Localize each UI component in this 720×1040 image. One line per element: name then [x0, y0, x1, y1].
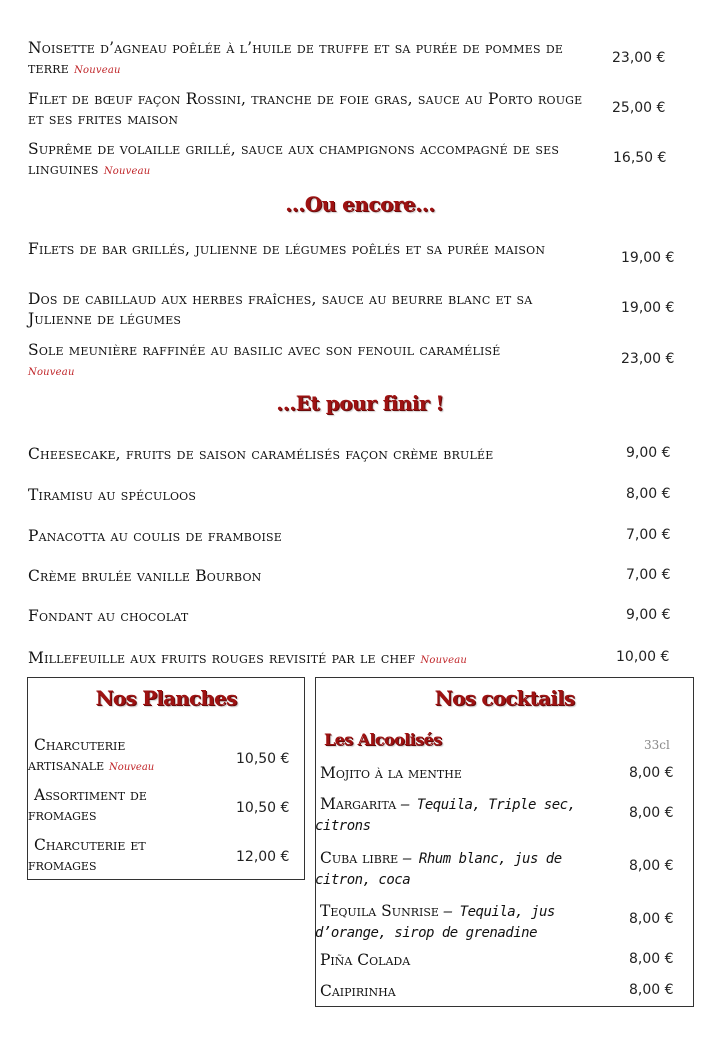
- nouveau-tag: Nouveau: [420, 655, 468, 666]
- cocktail-item: Tequila Sunrise – Tequila, jus d’orange, sirop de grenadine: [315, 902, 555, 941]
- menu-item-name: Sole meunière raffinée au basilic avec son fenouil caramélisé Nouveau: [28, 341, 501, 378]
- planche-item: Charcuterie artisanale Nouveau: [28, 736, 155, 774]
- cocktail-item: Piña Colada: [320, 951, 411, 969]
- menu-item-price: 16,50 €: [613, 150, 667, 166]
- cocktails-subtitle: Les Alcoolisés: [324, 730, 442, 749]
- menu-item-price: 7,00 €: [626, 567, 671, 583]
- nouveau-tag: Nouveau: [28, 367, 75, 378]
- menu-item-price: 9,00 €: [626, 607, 671, 623]
- planche-price: 12,00 €: [236, 849, 290, 865]
- menu-item-name: Noisette d’agneau poêlée à l’huile de truffe et sa purée de pommes de terre Nouveau: [28, 39, 564, 77]
- menu-item-name: Tiramisu au spéculoos: [28, 486, 197, 504]
- cocktail-item: Cuba libre – Rhum blanc, jus de citron, coca: [315, 849, 562, 888]
- menu-item-name: Fondant au chocolat: [28, 607, 189, 625]
- cocktail-item: Mojito à la menthe: [320, 764, 462, 782]
- menu-item-price: 23,00 €: [621, 351, 675, 367]
- planches-title: Nos Planches: [95, 686, 237, 710]
- menu-item-price: 19,00 €: [621, 300, 675, 316]
- cocktails-box: [315, 677, 694, 1007]
- menu-item-name: Filets de bar grillés, julienne de légumes poêlés et sa purée maison: [28, 240, 546, 258]
- menu-item-price: 8,00 €: [626, 486, 671, 502]
- cocktail-price: 8,00 €: [629, 911, 674, 927]
- menu-item-name: Crème brulée vanille Bourbon: [28, 567, 262, 585]
- planche-price: 10,50 €: [236, 800, 290, 816]
- cocktail-item: Caipirinha: [320, 982, 396, 1000]
- cocktails-title: Nos cocktails: [434, 686, 575, 710]
- menu-item-price: 25,00 €: [612, 100, 666, 116]
- menu-item-price: 23,00 €: [612, 50, 666, 66]
- nouveau-tag: Nouveau: [109, 762, 155, 773]
- cocktail-price: 8,00 €: [629, 951, 674, 967]
- volume-label: 33cl: [644, 738, 670, 752]
- menu-item-price: 19,00 €: [621, 250, 675, 266]
- menu-item-price: 9,00 €: [626, 445, 671, 461]
- planche-item: Charcuterie et fromages: [28, 836, 146, 874]
- nouveau-tag: Nouveau: [74, 65, 121, 76]
- menu-item-name: Dos de cabillaud aux herbes fraîches, sauce au beurre blanc et sa Julienne de légumes: [28, 290, 533, 328]
- cocktail-price: 8,00 €: [629, 858, 674, 874]
- cocktail-price: 8,00 €: [629, 805, 674, 821]
- cocktail-item: Margarita – Tequila, Triple sec, citrons: [315, 795, 576, 834]
- planches-box: [27, 677, 305, 880]
- planche-item: Assortiment de fromages: [28, 786, 147, 824]
- menu-item-name: Millefeuille aux fruits rouges revisité par le chef Nouveau: [28, 649, 468, 667]
- cocktail-price: 8,00 €: [629, 765, 674, 781]
- planche-price: 10,50 €: [236, 751, 290, 767]
- menu-item-price: 10,00 €: [616, 649, 670, 665]
- section-title-pour-finir: …Et pour finir !: [276, 391, 444, 415]
- cocktail-price: 8,00 €: [629, 982, 674, 998]
- section-title-ou-encore: …Ou encore…: [285, 192, 435, 216]
- menu-item-name: Cheesecake, fruits de saison caramélisés façon crème brulée: [28, 445, 494, 463]
- menu-item-name: Panacotta au coulis de framboise: [28, 527, 282, 545]
- menu-item-name: Filet de bœuf façon Rossini, tranche de foie gras, sauce au Porto rouge et ses frites maison: [28, 90, 583, 128]
- menu-item-name: Suprême de volaille grillé, sauce aux champignons accompagné de ses linguines Nouveau: [28, 140, 560, 178]
- menu-item-price: 7,00 €: [626, 527, 671, 543]
- nouveau-tag: Nouveau: [103, 166, 151, 177]
